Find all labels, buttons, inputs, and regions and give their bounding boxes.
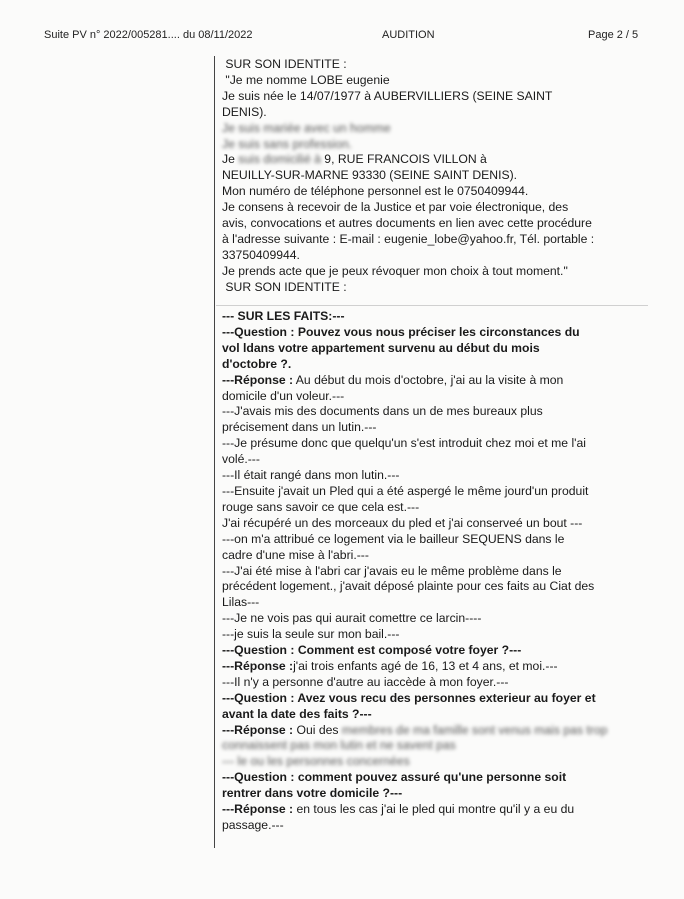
section-divider — [216, 305, 648, 306]
identity-line: avis, convocations et autres documents en lien avec cette procédure — [222, 216, 592, 231]
redacted-line: Je suis sans profession. — [222, 136, 353, 151]
identity-line: à l'adresse suivante : E-mail : eugenie_lobe@yahoo.fr, Tél. portable : — [222, 231, 595, 246]
header-pv-reference: Suite PV n° 2022/005281.... du 08/11/2022 — [44, 29, 253, 41]
redacted-line: connaissent pas mon lutin et ne savent pas — [222, 738, 456, 753]
answer: ---Réponse :j'ai trois enfants agé de 16, 13 et 4 ans, et moi.--- — [222, 658, 558, 673]
identity-line: "Je me nomme LOBE eugenie — [225, 72, 390, 87]
redacted-fragment: --- le — [222, 754, 248, 769]
identity-line: 33750409944. — [222, 247, 300, 262]
answer-line: ---J'avais mis des documents dans un de mes bureaux plus — [222, 404, 543, 419]
header-page-number: Page 2 / 5 — [588, 29, 639, 41]
answer-line: passage.--- — [222, 818, 284, 832]
answer: ---Réponse : Oui des membres de ma famille sont venus mais pas trop — [222, 722, 608, 737]
answer-line: précédent logement., j'avait déposé plainte pour ces faits au Ciat des — [222, 579, 595, 594]
identity-heading: SUR SON IDENTITE : — [225, 279, 347, 294]
redacted-fragment: suis domicilié à — [238, 152, 321, 167]
answer-line: rouge sans savoir ce que cela est.--- — [222, 499, 420, 514]
identity-heading: SUR SON IDENTITE : — [225, 57, 347, 71]
answer-line: volé.--- — [222, 452, 260, 467]
identity-line: Mon numéro de téléphone personnel est le 0750409944. — [222, 184, 529, 199]
answer-line: J'ai récupéré un des morceaux du pled et j'ai conserveé un bout --- — [222, 515, 583, 530]
redacted-fragment: ou les personnes concernées — [250, 754, 410, 769]
answer-line: cadre d'une mise à l'abri.--- — [222, 547, 369, 562]
question: ---Question : Pouvez vous nous préciser les circonstances du — [222, 324, 580, 339]
identity-line: DENIS). — [222, 104, 267, 119]
identity-line: Je suis née le 14/07/1977 à AUBERVILLIERS (SEINE SAINT — [222, 88, 553, 103]
question: rentrer dans votre domicile ?--- — [222, 786, 403, 801]
question: ---Question : Avez vous recu des personnes exterieur au foyer et — [222, 690, 596, 705]
answer: ---Réponse : Au début du mois d'octobre, j'ai au la visite à mon — [222, 372, 564, 387]
identity-line: Je prends acte que je peux révoquer mon choix à tout moment." — [222, 263, 568, 278]
identity-address-line: Je suis domicilié à 9, RUE FRANCOIS VILLON à — [222, 152, 487, 167]
facts-heading: --- SUR LES FAITS:--- — [222, 309, 345, 323]
identity-line: NEUILLY-SUR-MARNE 93330 (SEINE SAINT DENIS). — [222, 168, 518, 183]
answer: ---Réponse : en tous les cas j'ai le pled qui montre qu'il y a eu du — [222, 802, 575, 817]
answer-line: ---Je ne vois pas qui aurait comettre ce larcin---- — [222, 611, 482, 626]
redacted-line: Je suis mariée avec un homme — [222, 120, 391, 135]
question: ---Question : comment pouvez assuré qu'une personne soit — [222, 770, 567, 785]
header-title: AUDITION — [382, 29, 435, 41]
answer-line: ---J'ai été mise à l'abri car j'avais eu le même problème dans le — [222, 563, 562, 578]
answer-line — [222, 754, 647, 770]
answer-line: ---Je présume donc que quelqu'un s'est introduit chez moi et me l'ai — [222, 436, 586, 451]
redacted-fragment: trop — [586, 722, 608, 737]
answer-line: ---Ensuite j'avait un Pled qui a été aspergé le même jourd'un produit — [222, 483, 589, 498]
facts-section — [222, 309, 647, 834]
question: avant la date des faits ?--- — [222, 706, 372, 721]
answer-line: Lilas--- — [222, 595, 260, 610]
answer-line: ---Il était rangé dans mon lutin.--- — [222, 468, 400, 483]
identity-section — [222, 57, 647, 296]
redacted-fragment: membres de ma famille sont venus mais pas — [341, 722, 584, 737]
answer-line: ---on m'a attribué ce logement via le bailleur SEQUENS dans le — [222, 531, 565, 546]
margin-rule — [214, 56, 215, 848]
question: d'octobre ?. — [222, 356, 292, 371]
answer-line: précisement dans un lutin.--- — [222, 420, 377, 435]
question: vol ldans votre appartement survenu au début du mois — [222, 340, 540, 355]
answer-line: ---je suis la seule sur mon bail.--- — [222, 627, 400, 642]
identity-line: Je consens à recevoir de la Justice et par voie électronique, des — [222, 200, 569, 215]
answer-line: domicile d'un voleur.--- — [222, 388, 345, 403]
answer-line: ---Il n'y a personne d'autre au iaccède à mon foyer.--- — [222, 674, 509, 689]
question: ---Question : Comment est composé votre foyer ?--- — [222, 643, 522, 658]
